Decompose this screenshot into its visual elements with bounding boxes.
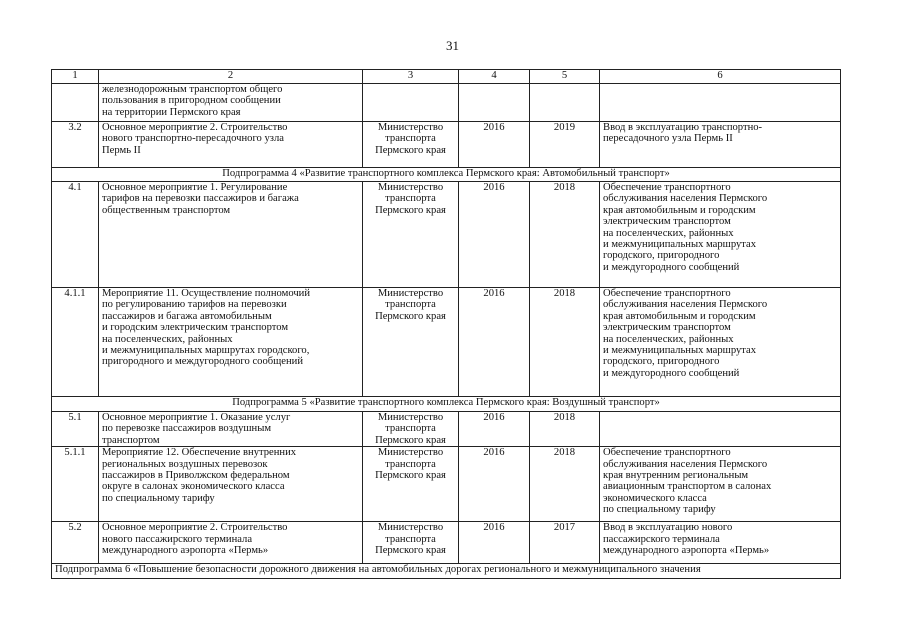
header-cell: 4 <box>459 70 530 84</box>
text-line: Ввод в эксплуатацию транспортно- <box>603 122 763 133</box>
text-line: транспорта <box>385 533 436 545</box>
text-line: на территории Пермского края <box>102 106 241 118</box>
text-line: транспорта <box>385 299 436 311</box>
end-year: 2018 <box>530 447 600 522</box>
text-line: авиационным транспортом в салонах <box>603 481 772 493</box>
text-line: пассажиров в Приволжском федеральном <box>102 470 290 482</box>
table-row <box>52 447 841 522</box>
header-row <box>52 70 841 84</box>
text-line: транспорта <box>385 458 436 470</box>
text-line: Пермь II <box>102 144 141 156</box>
text-line: и междугородного сообщений <box>603 261 740 273</box>
text-line: Министерство <box>377 447 444 459</box>
text-line: округе в салонах экономического класса <box>102 481 285 493</box>
table-row <box>52 522 841 564</box>
text-line: пассажирского терминала <box>603 533 720 545</box>
activity-description <box>99 84 363 122</box>
responsible-org <box>363 84 459 122</box>
text-line: международного аэропорта «Пермь» <box>102 545 269 557</box>
text-line: Пермского края <box>375 434 446 446</box>
responsible-org <box>363 522 459 564</box>
text-line: Министерство <box>377 522 444 534</box>
text-line: Министерство <box>377 182 444 193</box>
activity-description <box>99 288 363 397</box>
start-year: 2016 <box>459 447 530 522</box>
text-line: края автомобильным и городским <box>603 310 756 322</box>
end-year: 2019 <box>530 122 600 168</box>
end-year: 2018 <box>530 412 600 447</box>
start-year: 2016 <box>459 122 530 168</box>
end-year: 2018 <box>530 182 600 288</box>
row-number: 5.1.1 <box>52 447 99 522</box>
text-line: экономического класса <box>603 492 707 504</box>
text-line: нового пассажирского терминала <box>102 533 253 545</box>
text-line: обслуживания населения Пермского <box>603 458 768 470</box>
text-line: Пермского края <box>375 545 446 557</box>
header-cell: 6 <box>600 70 841 84</box>
text-line: региональных воздушных перевозок <box>102 458 268 470</box>
text-line: электрическим транспортом <box>603 216 731 228</box>
text-line: международного аэропорта «Пермь» <box>603 545 770 557</box>
text-line: Мероприятие 12. Обеспечение внутренних <box>102 447 297 459</box>
text-line: и городским электрическим транспортом <box>102 322 289 334</box>
expected-result <box>600 522 841 564</box>
text-line: Обеспечение транспортного <box>603 288 731 299</box>
responsible-org <box>363 412 459 447</box>
start-year <box>459 84 530 122</box>
text-line: края внутренним региональным <box>603 470 749 482</box>
row-number: 4.1 <box>52 182 99 288</box>
expected-result <box>600 447 841 522</box>
header-cell: 3 <box>363 70 459 84</box>
text-line: городского, пригородного <box>603 250 720 262</box>
text-line: Обеспечение транспортного <box>603 447 731 459</box>
expected-result <box>600 412 841 447</box>
text-line: нового транспортно-пересадочного узла <box>102 133 284 145</box>
row-number: 4.1.1 <box>52 288 99 397</box>
text-line: по перевозке пассажиров воздушным <box>102 423 272 435</box>
subprogram-title: Подпрограмма 5 «Развитие транспортного комплекса Пермского края: Воздушный транспорт» <box>52 397 841 412</box>
text-line: городского, пригородного <box>603 356 720 368</box>
expected-result <box>600 288 841 397</box>
text-line: пассажиров и багажа автомобильным <box>102 310 272 322</box>
activity-description <box>99 122 363 168</box>
text-line: Министерство <box>377 288 444 299</box>
start-year: 2016 <box>459 412 530 447</box>
start-year: 2016 <box>459 522 530 564</box>
text-line: Основное мероприятие 2. Строительство <box>102 522 288 534</box>
activity-description <box>99 182 363 288</box>
responsible-org <box>363 288 459 397</box>
text-line: железнодорожным транспортом общего <box>102 84 283 95</box>
text-line: обслуживания населения Пермского <box>603 299 768 311</box>
activity-description <box>99 447 363 522</box>
activity-description <box>99 522 363 564</box>
text-line: электрическим транспортом <box>603 322 731 334</box>
text-line: транспорта <box>385 133 436 145</box>
header-cell: 1 <box>52 70 99 84</box>
row-number <box>52 84 99 122</box>
text-line: обслуживания населения Пермского <box>603 193 768 205</box>
subprogram-row <box>52 564 841 579</box>
row-number: 5.1 <box>52 412 99 447</box>
page-number: 31 <box>446 38 459 53</box>
responsible-org <box>363 122 459 168</box>
text-line: на поселенческих, районных <box>603 227 734 239</box>
text-line: транспорта <box>385 423 436 435</box>
text-line: Основное мероприятие 1. Регулирование <box>102 182 288 193</box>
text-line: Пермского края <box>375 144 446 156</box>
text-line: транспорта <box>385 193 436 205</box>
start-year: 2016 <box>459 288 530 397</box>
text-line: транспортом <box>102 434 160 446</box>
text-line: Пермского края <box>375 310 446 322</box>
responsible-org <box>363 447 459 522</box>
text-line: Пермского края <box>375 204 446 216</box>
text-line: Основное мероприятие 2. Строительство <box>102 122 288 133</box>
subprogram-row <box>52 168 841 182</box>
text-line: на поселенческих, районных <box>603 333 734 345</box>
program-table <box>51 69 841 579</box>
start-year: 2016 <box>459 182 530 288</box>
text-line: Ввод в эксплуатацию нового <box>603 522 733 534</box>
text-line: общественным транспортом <box>102 204 231 216</box>
expected-result <box>600 182 841 288</box>
text-line: Министерство <box>377 122 444 133</box>
table-row <box>52 84 841 122</box>
text-line: на поселенческих, районных <box>102 333 233 345</box>
activity-description <box>99 412 363 447</box>
table-row <box>52 122 841 168</box>
header-cell: 2 <box>99 70 363 84</box>
expected-result <box>600 84 841 122</box>
text-line: пересадочного узла Пермь II <box>603 133 733 145</box>
text-line: и межмуниципальных маршрутах городского, <box>102 345 310 357</box>
text-line: пользования в пригородном сообщении <box>102 95 281 107</box>
text-line: Пермского края <box>375 470 446 482</box>
text-line: по специальному тарифу <box>102 492 215 504</box>
table-row <box>52 288 841 397</box>
end-year: 2018 <box>530 288 600 397</box>
text-line: Министерство <box>377 412 444 423</box>
table-row <box>52 412 841 447</box>
row-number: 3.2 <box>52 122 99 168</box>
text-line: Основное мероприятие 1. Оказание услуг <box>102 412 291 423</box>
text-line: Обеспечение транспортного <box>603 182 731 193</box>
text-line: и межмуниципальных маршрутах <box>603 239 757 251</box>
header-cell: 5 <box>530 70 600 84</box>
text-line: пригородного и междугородного сообщений <box>102 356 304 368</box>
table-row <box>52 182 841 288</box>
subprogram-title: Подпрограмма 6 «Повышение безопасности дорожного движения на автомобильных дорогах регионального и межмуниципального значения <box>52 564 841 579</box>
text-line: по специальному тарифу <box>603 504 716 516</box>
text-line: тарифов на перевозки пассажиров и багажа <box>102 193 299 205</box>
text-line: и междугородного сообщений <box>603 367 740 379</box>
subprogram-row <box>52 397 841 412</box>
subprogram-title: Подпрограмма 4 «Развитие транспортного комплекса Пермского края: Автомобильный транспорт» <box>52 168 841 182</box>
responsible-org <box>363 182 459 288</box>
end-year: 2017 <box>530 522 600 564</box>
row-number: 5.2 <box>52 522 99 564</box>
expected-result <box>600 122 841 168</box>
text-line: края автомобильным и городским <box>603 204 756 216</box>
text-line: Мероприятие 11. Осуществление полномочий <box>102 288 311 299</box>
end-year <box>530 84 600 122</box>
text-line: и межмуниципальных маршрутах <box>603 345 757 357</box>
text-line: по регулированию тарифов на перевозки <box>102 299 287 311</box>
